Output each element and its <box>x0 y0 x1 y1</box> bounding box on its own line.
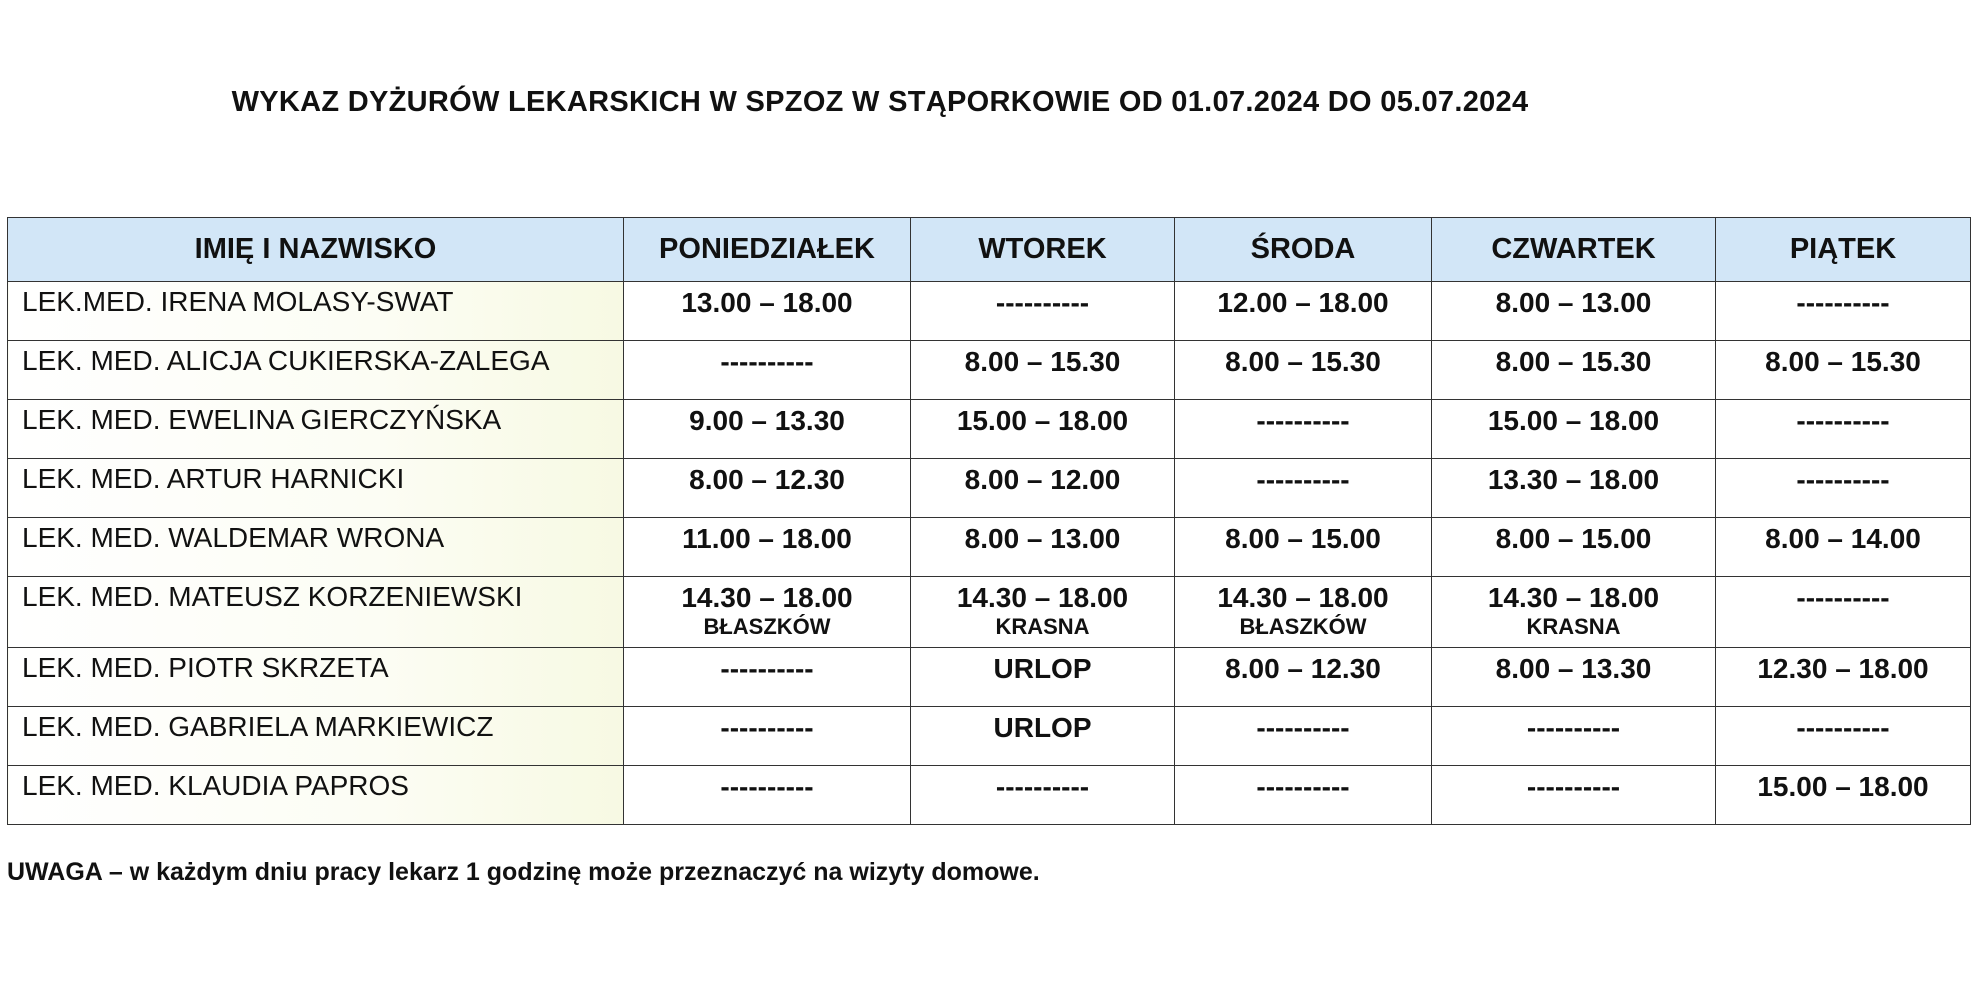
slot-thursday <box>1432 282 1716 341</box>
duty-hours: 14.30 – 18.00 <box>956 582 1129 613</box>
duty-hours: ---------- <box>1796 582 1890 613</box>
slot-monday <box>624 341 911 400</box>
slot-friday <box>1716 400 1971 459</box>
duty-hours: ---------- <box>720 653 814 684</box>
duty-hours: 13.00 – 18.00 <box>681 287 853 318</box>
slot-wednesday <box>1175 577 1432 648</box>
table-row <box>8 282 1971 341</box>
slot-tuesday <box>911 648 1175 707</box>
slot-thursday <box>1432 648 1716 707</box>
slot-monday <box>624 400 911 459</box>
doctor-name: LEK. MED. MATEUSZ KORZENIEWSKI <box>8 577 624 648</box>
slot-tuesday <box>911 577 1175 648</box>
slot-tuesday <box>911 341 1175 400</box>
slot-wednesday <box>1175 518 1432 577</box>
duty-hours: 13.30 – 18.00 <box>1487 464 1660 495</box>
slot-monday <box>624 707 911 766</box>
duty-hours: ---------- <box>1526 712 1621 743</box>
header-tuesday: WTOREK <box>911 218 1175 282</box>
duty-hours: ---------- <box>1256 771 1350 802</box>
slot-tuesday <box>911 707 1175 766</box>
duty-hours: ---------- <box>1796 712 1890 743</box>
duty-hours: 8.00 – 15.30 <box>964 346 1121 377</box>
duty-hours: 8.00 – 13.30 <box>1495 653 1652 684</box>
slot-wednesday <box>1175 459 1432 518</box>
duty-hours: 15.00 – 18.00 <box>956 405 1129 436</box>
slot-thursday <box>1432 518 1716 577</box>
note-text: UWAGA – w każdym dniu pracy lekarz 1 godzinę może przeznaczyć na wizyty domowe. <box>7 858 1040 886</box>
slot-wednesday <box>1175 282 1432 341</box>
duty-hours: 8.00 – 15.30 <box>1495 346 1652 377</box>
slot-friday <box>1716 707 1971 766</box>
slot-thursday <box>1432 577 1716 648</box>
duty-hours: 8.00 – 13.00 <box>1495 287 1652 318</box>
slot-friday <box>1716 766 1971 825</box>
duty-location: BŁASZKÓW <box>703 614 831 639</box>
slot-wednesday <box>1175 707 1432 766</box>
duty-hours: ---------- <box>1256 405 1350 436</box>
duty-hours: 8.00 – 12.30 <box>689 464 845 495</box>
duty-hours: ---------- <box>720 771 814 802</box>
slot-tuesday <box>911 518 1175 577</box>
duty-hours: ---------- <box>1526 771 1621 802</box>
duty-hours: 8.00 – 13.00 <box>964 523 1121 554</box>
doctor-name: LEK. MED. ARTUR HARNICKI <box>8 459 624 518</box>
doctor-name: LEK. MED. WALDEMAR WRONA <box>8 518 624 577</box>
duty-hours: ---------- <box>1796 287 1890 318</box>
slot-thursday <box>1432 707 1716 766</box>
header-friday: PIĄTEK <box>1716 218 1971 282</box>
slot-friday <box>1716 648 1971 707</box>
duty-schedule-table <box>7 217 1971 825</box>
slot-wednesday <box>1175 400 1432 459</box>
duty-hours: ---------- <box>1796 405 1890 436</box>
duty-location: KRASNA <box>1526 614 1621 639</box>
duty-hours: 8.00 – 14.00 <box>1765 523 1921 554</box>
slot-monday <box>624 518 911 577</box>
slot-thursday <box>1432 459 1716 518</box>
duty-hours: 15.00 – 18.00 <box>1757 771 1929 802</box>
slot-thursday <box>1432 400 1716 459</box>
table-row <box>8 518 1971 577</box>
header-monday: PONIEDZIAŁEK <box>624 218 911 282</box>
slot-tuesday <box>911 766 1175 825</box>
duty-hours: 15.00 – 18.00 <box>1487 405 1660 436</box>
slot-monday <box>624 577 911 648</box>
slot-friday <box>1716 341 1971 400</box>
page-title: WYKAZ DYŻURÓW LEKARSKICH W SPZOZ W STĄPORKOWIE OD 01.07.2024 DO 05.07.2024 <box>231 86 1529 118</box>
duty-hours: 14.30 – 18.00 <box>1487 582 1660 613</box>
duty-hours: ---------- <box>1256 464 1350 495</box>
table-row <box>8 577 1971 648</box>
slot-friday <box>1716 577 1971 648</box>
table-row <box>8 766 1971 825</box>
doctor-name: LEK.MED. IRENA MOLASY-SWAT <box>8 282 624 341</box>
slot-friday <box>1716 518 1971 577</box>
duty-hours: ---------- <box>720 346 814 377</box>
slot-wednesday <box>1175 648 1432 707</box>
table-header-row <box>8 218 1971 282</box>
doctor-name: LEK. MED. ALICJA CUKIERSKA-ZALEGA <box>8 341 624 400</box>
duty-location: BŁASZKÓW <box>1239 614 1367 639</box>
slot-wednesday <box>1175 766 1432 825</box>
slot-friday <box>1716 282 1971 341</box>
slot-thursday <box>1432 341 1716 400</box>
slot-wednesday <box>1175 341 1432 400</box>
duty-hours: URLOP <box>993 712 1092 743</box>
duty-hours: 8.00 – 15.00 <box>1495 523 1652 554</box>
slot-monday <box>624 766 911 825</box>
duty-hours: 8.00 – 12.00 <box>964 464 1121 495</box>
header-thursday: CZWARTEK <box>1432 218 1716 282</box>
table-row <box>8 648 1971 707</box>
duty-hours: 9.00 – 13.30 <box>689 405 845 436</box>
table-row <box>8 459 1971 518</box>
duty-hours: 8.00 – 15.00 <box>1225 523 1381 554</box>
slot-tuesday <box>911 459 1175 518</box>
doctor-name: LEK. MED. KLAUDIA PAPROS <box>8 766 624 825</box>
table-row <box>8 400 1971 459</box>
duty-hours: ---------- <box>1256 712 1350 743</box>
duty-hours: ---------- <box>720 712 814 743</box>
doctor-name: LEK. MED. GABRIELA MARKIEWICZ <box>8 707 624 766</box>
duty-hours: 12.30 – 18.00 <box>1757 653 1929 684</box>
duty-hours: 11.00 – 18.00 <box>682 523 852 554</box>
slot-monday <box>624 282 911 341</box>
table-row <box>8 707 1971 766</box>
slot-friday <box>1716 459 1971 518</box>
duty-location: KRASNA <box>995 614 1090 639</box>
duty-hours: 8.00 – 15.30 <box>1225 346 1381 377</box>
duty-hours: 12.00 – 18.00 <box>1217 287 1389 318</box>
duty-hours: 14.30 – 18.00 <box>681 582 853 613</box>
slot-tuesday <box>911 282 1175 341</box>
duty-hours: ---------- <box>995 771 1090 802</box>
duty-hours: URLOP <box>993 653 1092 684</box>
header-wednesday: ŚRODA <box>1175 218 1432 282</box>
duty-hours: 8.00 – 12.30 <box>1225 653 1381 684</box>
table-row <box>8 341 1971 400</box>
duty-hours: ---------- <box>995 287 1090 318</box>
doctor-name: LEK. MED. PIOTR SKRZETA <box>8 648 624 707</box>
slot-monday <box>624 648 911 707</box>
duty-hours: ---------- <box>1796 464 1890 495</box>
slot-tuesday <box>911 400 1175 459</box>
duty-hours: 14.30 – 18.00 <box>1217 582 1389 613</box>
duty-hours: 8.00 – 15.30 <box>1765 346 1921 377</box>
slot-thursday <box>1432 766 1716 825</box>
header-name: IMIĘ I NAZWISKO <box>8 218 624 282</box>
slot-monday <box>624 459 911 518</box>
doctor-name: LEK. MED. EWELINA GIERCZYŃSKA <box>8 400 624 459</box>
